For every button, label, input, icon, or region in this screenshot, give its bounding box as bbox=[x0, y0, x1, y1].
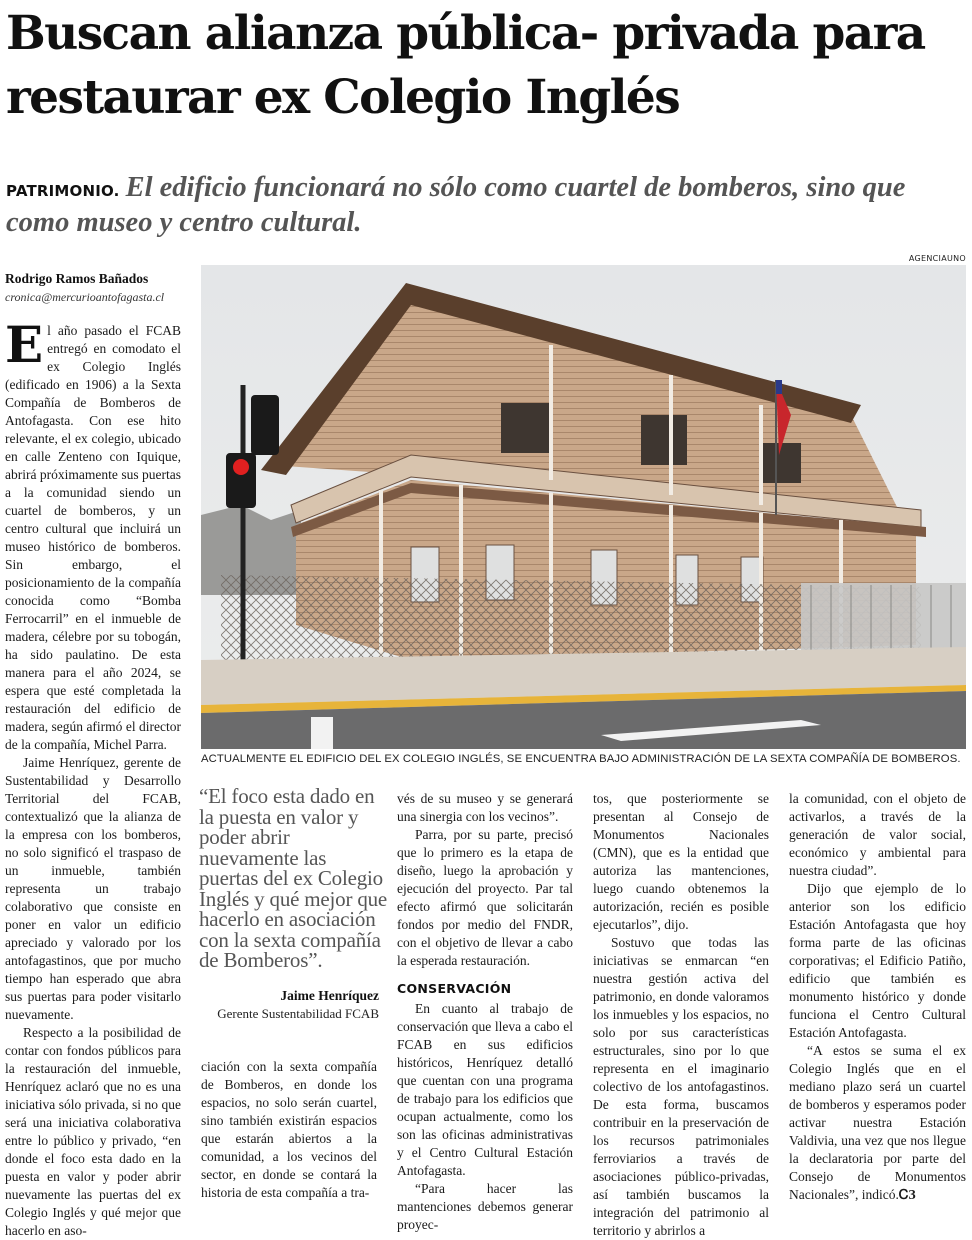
lead-text: l año pasado el FCAB entregó en comodato el ex Colegio Inglés (edificado en 1906) a la Sexta Compañía de Bomberos de Antofagasta. Con ese hito relevante, el ex colegio, ubicado en calle Zenteno con Iquique, abrirá próximamente sus puertas a la comunidad siendo un cuartel de bomberos, y un centro cultural que incluirá un museo histórico de bomberos. Sin embargo, el posicionamiento de la compañía conocida como “Bomba Ferrocarril” en el inmueble de madera, célebre por su tobogán, ha sido paulatino. De esta manera para el año 2024, se espera que esté completada la restauración del edificio de madera, según afirmó el director de la compañía, Michel Parra. bbox=[5, 323, 181, 752]
photo-caption: ACTUALMENTE EL EDIFICIO DEL EX COLEGIO INGLÉS, SE ENCUENTRA BAJO ADMINISTRACIÓN DE LA SEXTA COMPAÑÍA DE BOMBEROS. bbox=[201, 753, 961, 765]
pull-quote: “El foco esta dado en la puesta en valor y poder abrir nuevamente las puertas del ex Colegio Inglés y qué mejor que hacerlo en asociación con la sexta compañía de Bomberos”. bbox=[199, 784, 388, 972]
column-4 bbox=[593, 790, 769, 1240]
end-mark-icon: ᏟЗ bbox=[898, 1187, 916, 1202]
column-3 bbox=[397, 790, 573, 1234]
deck bbox=[6, 172, 966, 238]
column-1 bbox=[5, 315, 181, 1240]
closing-quote-text: “A estos se suma el ex Colegio Inglés que en el mediano plazo será un cuartel de bomberos y esperamos poder activar nuestra Estación Valdivia, una vez que nos llegue la declaratoria por parte del Consejo de Monumentos Nacionales”, indicó. bbox=[789, 1043, 966, 1202]
photo-credit: AGENCIAUNO bbox=[908, 254, 966, 263]
column-2 bbox=[201, 1058, 377, 1202]
paragraph bbox=[789, 1042, 966, 1204]
building-photo bbox=[201, 265, 966, 749]
pull-quote-author: Jaime Henríquez bbox=[280, 988, 379, 1003]
section-kicker: PATRIMONIO. bbox=[6, 182, 120, 200]
paragraph: vés de su museo y se generará una sinergia con los vecinos”. bbox=[397, 791, 573, 824]
paragraph: Dijo que ejemplo de lo anterior son los edificio Estación Antofagasta que hoy forma parte de las oficinas corporativas; el Edificio Patiño, edificio que también es monumento histórico y donde funciona el Centro Cultural Estación Antofagasta. bbox=[789, 881, 966, 1040]
lead-paragraph bbox=[5, 315, 181, 754]
author-email[interactable]: cronica@mercurioantofagasta.cl bbox=[5, 290, 165, 304]
author-name: Rodrigo Ramos Bañados bbox=[5, 271, 149, 286]
paragraph: “Para hacer las mantenciones debemos generar proyec- bbox=[397, 1181, 573, 1232]
column-5 bbox=[789, 790, 966, 1204]
pull-quote-role: Gerente Sustentabilidad FCAB bbox=[217, 1006, 379, 1021]
paragraph: Jaime Henríquez, gerente de Sustentabilidad y Desarrollo Territorial del FCAB, contextualizó que la alianza de la empresa con los bomberos, no solo significó el traspaso de un inmueble, también representa un trabajo colaborativo que consiste en poner en valor un edificio apreciado y valorado por los antofagastinos, que por mucho tiempo han esperado que abra sus puertas para poder visitarlo nuevamente. bbox=[5, 755, 181, 1022]
paragraph: Respecto a la posibilidad de contar con fondos públicos para la restauración del inmueble, Henríquez aclaró que no es una iniciativa sólo privada, si no que será una iniciativa colaborativa entre lo público y privado, “en donde el foco esta dado en la puesta en valor y poder abrir nuevamente las puertas del ex Colegio Inglés y qué mejor que hacerlo en aso- bbox=[5, 1025, 181, 1238]
byline bbox=[5, 270, 195, 306]
headline: Buscan alianza pública- privada para restaurar ex Colegio Inglés bbox=[6, 6, 925, 125]
deck-text: El edificio funcionará no sólo como cuartel de bomberos, sino que como museo y centro cultural. bbox=[6, 172, 906, 238]
paragraph: Sostuvo que todas las iniciativas se enmarcan “en nuestra gestión activa del patrimonio, en donde valoramos los inmuebles y los espacios, no solo por sus características estructurales, sino por lo que representa en el imaginario colectivo de los antofagastinos. De esta forma, buscamos contribuir en la preservación de los recursos patrimoniales ferroviarios a través de asociaciones público-privadas, así también buscamos la integración del patrimonio al territorio y abrirlos a bbox=[593, 935, 769, 1238]
subheading: CONSERVACIÓN bbox=[397, 981, 512, 996]
paragraph: tos, que posteriormente se presentan al Consejo de Monumentos Nacionales (CMN), que es la entidad que autoriza las mantenciones, luego cuando obtenemos la autorización, recién es posible ejecutarlos”, dijo. bbox=[593, 791, 769, 932]
paragraph: Parra, por su parte, precisó que lo primero es la etapa de diseño, luego la aprobación y ejecución del proyecto. Par tal efecto afirmó que solicitarán fondos por medio del FNDR, con el objetivo de llevar a cabo la esperada restauración. bbox=[397, 827, 573, 968]
building-illustration bbox=[201, 265, 966, 749]
paragraph: ciación con la sexta compañía de Bomberos, en donde los espacios, no solo serán cuartel, sino también existirán espacios que estarán abiertos a la comunidad, a los vecinos del sector, en donde se contará la historia de esta compañía a tra- bbox=[201, 1059, 377, 1200]
paragraph: la comunidad, con el objeto de activarlos, a través de la generación de valor social, económico y ambiental para nuestra ciudad”. bbox=[789, 791, 966, 878]
paragraph: En cuanto al trabajo de conservación que lleva a cabo el FCAB en sus edificios históricos, Henríquez detalló que cuentan con una programa de trabajo para los edificios que ocupan actualmente, como los son las oficinas administrativas y el Centro Cultural Estación Antofagasta. bbox=[397, 1001, 573, 1178]
drop-cap: E bbox=[5, 315, 44, 374]
